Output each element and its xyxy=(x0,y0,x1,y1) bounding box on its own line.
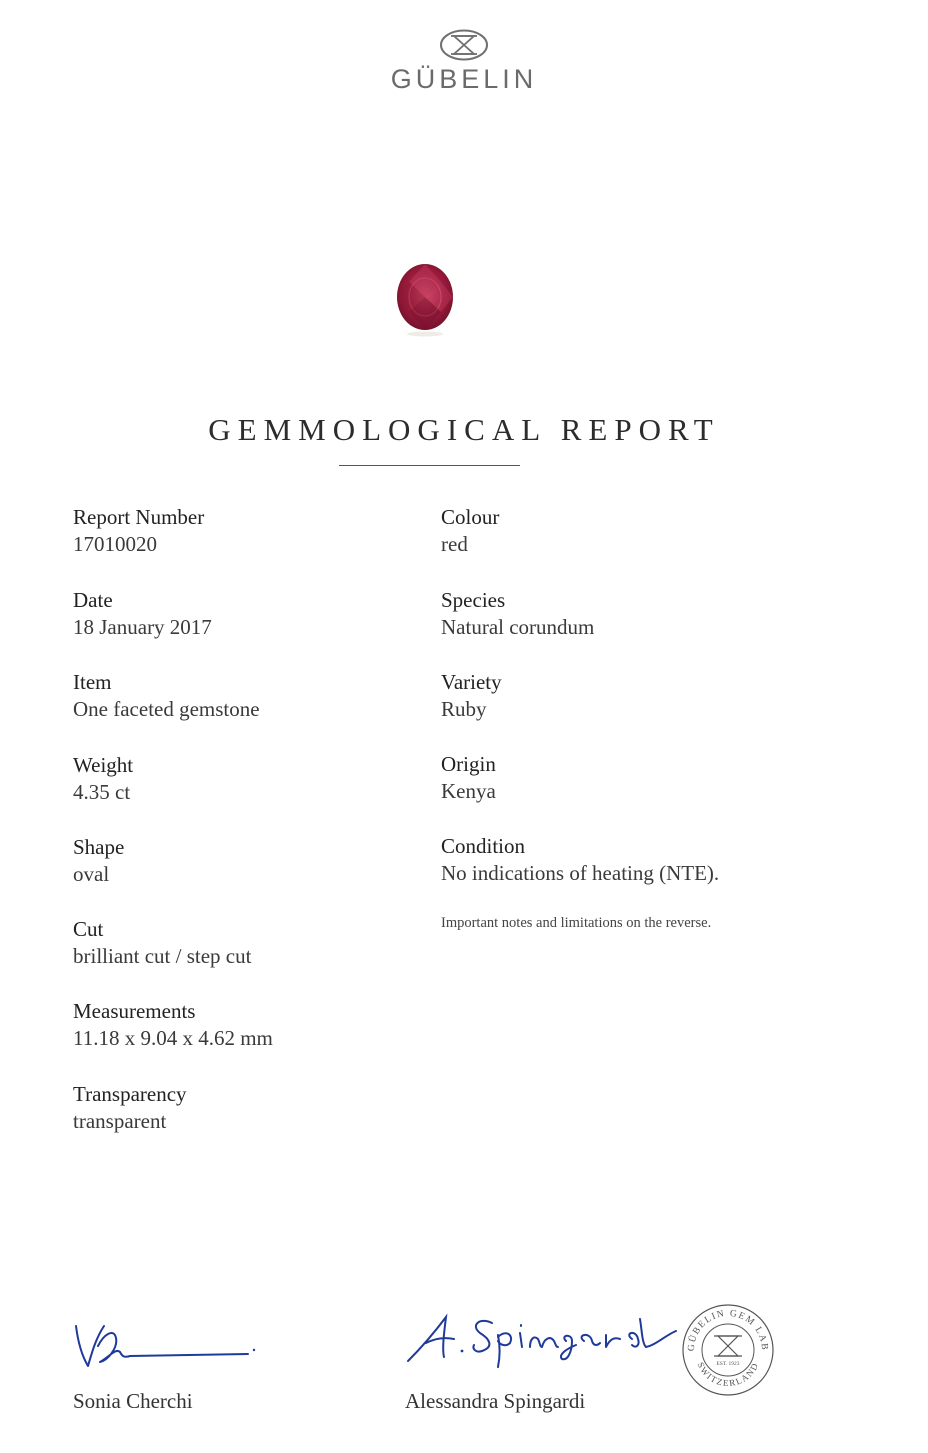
field-value: oval xyxy=(73,862,110,886)
field-label: Shape xyxy=(73,835,125,859)
field-colour xyxy=(441,504,861,558)
field-report-number xyxy=(73,504,433,558)
lab-seal-stamp-icon xyxy=(680,1302,776,1398)
field-value: No indications of heating (NTE). xyxy=(441,861,720,885)
svg-text:EST. 1923: EST. 1923 xyxy=(716,1361,740,1367)
oval-ruby-gemstone-icon xyxy=(395,260,455,340)
field-species xyxy=(441,587,861,641)
field-cut xyxy=(73,916,433,970)
report-title: GEMMOLOGICAL REPORT xyxy=(208,412,720,447)
field-label: Condition xyxy=(441,834,526,858)
brand-name: GÜBELIN xyxy=(390,64,538,94)
field-value: 11.18 x 9.04 x 4.62 mm xyxy=(73,1026,273,1050)
handwritten-signature-icon xyxy=(400,1305,700,1375)
field-value: Kenya xyxy=(441,779,496,803)
title-divider xyxy=(339,465,520,466)
field-value: 17010020 xyxy=(73,532,157,556)
field-label: Origin xyxy=(441,752,496,776)
field-weight xyxy=(73,752,433,806)
field-label: Colour xyxy=(441,505,500,529)
field-label: Cut xyxy=(73,917,104,941)
signatory-name: Sonia Cherchi xyxy=(73,1389,193,1413)
handwritten-signature-icon xyxy=(70,1312,260,1374)
field-label: Variety xyxy=(441,670,502,694)
field-value: red xyxy=(441,532,468,556)
svg-text:SWITZERLAND: SWITZERLAND xyxy=(695,1360,761,1389)
field-label: Species xyxy=(441,588,506,612)
field-value: brilliant cut / step cut xyxy=(73,944,252,968)
field-value: 4.35 ct xyxy=(73,780,131,804)
field-label: Report Number xyxy=(73,505,205,529)
field-value: Ruby xyxy=(441,697,487,721)
field-condition xyxy=(441,833,861,887)
brand-logo xyxy=(0,28,928,95)
svg-text:GÜBELIN GEM LAB: GÜBELIN GEM LAB xyxy=(686,1308,770,1352)
field-value: One faceted gemstone xyxy=(73,697,260,721)
field-label: Weight xyxy=(73,753,134,777)
field-label: Measurements xyxy=(73,999,196,1023)
field-shape xyxy=(73,834,433,888)
field-measurements xyxy=(73,998,433,1052)
signatory-name: Alessandra Spingardi xyxy=(405,1389,586,1413)
field-value: 18 January 2017 xyxy=(73,615,212,639)
field-label: Date xyxy=(73,588,113,612)
reverse-notes-text: Important notes and limitations on the reverse. xyxy=(441,915,712,931)
field-transparency xyxy=(73,1081,433,1135)
field-item xyxy=(73,669,433,723)
field-label: Transparency xyxy=(73,1082,187,1106)
field-label: Item xyxy=(73,670,112,694)
field-variety xyxy=(441,669,861,723)
field-date xyxy=(73,587,433,641)
field-value: Natural corundum xyxy=(441,615,595,639)
hourglass-emblem-icon xyxy=(439,28,489,62)
field-value: transparent xyxy=(73,1109,167,1133)
field-origin xyxy=(441,751,861,805)
